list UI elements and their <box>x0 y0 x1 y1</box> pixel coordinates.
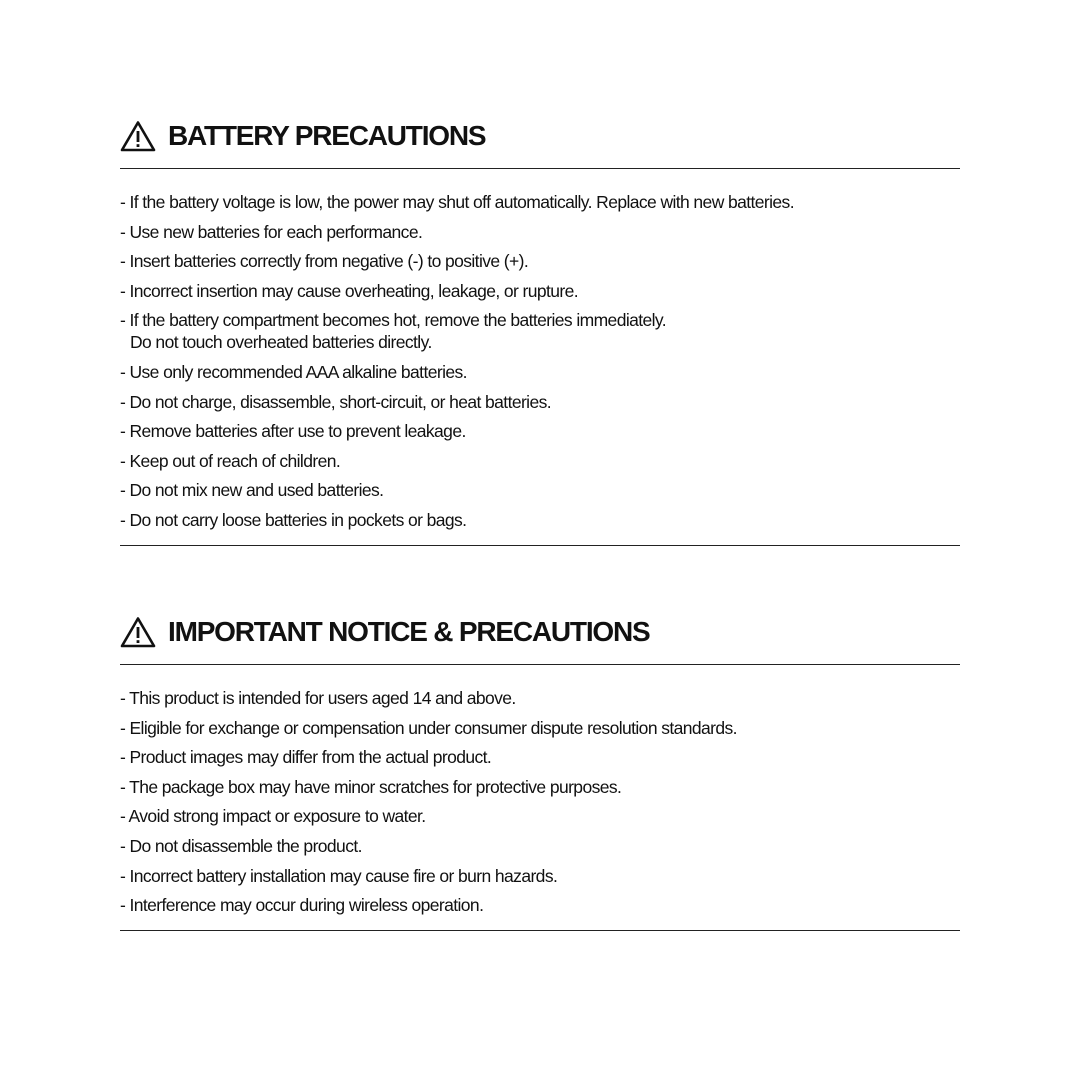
warning-triangle-icon <box>120 120 156 152</box>
list-item: - Remove batteries after use to prevent leakage. <box>120 421 466 442</box>
list-item: - Do not charge, disassemble, short-circuit, or heat batteries. <box>120 391 552 412</box>
list-item: - Do not mix new and used batteries. <box>120 480 384 501</box>
list-item: - Incorrect insertion may cause overheating, leakage, or rupture. <box>120 280 579 301</box>
divider <box>120 545 960 546</box>
list-item-text: - If the battery compartment becomes hot, remove the batteries immediately. <box>120 310 667 331</box>
list-item: - Do not disassemble the product. <box>120 835 362 856</box>
list-item: - Keep out of reach of children. <box>120 450 341 471</box>
list-item: - Product images may differ from the actual product. <box>120 747 492 768</box>
list-item: - The package box may have minor scratches for protective purposes. <box>120 776 622 797</box>
notice-list <box>120 665 960 916</box>
list-item <box>120 309 960 353</box>
precaution-list <box>120 169 960 531</box>
divider <box>120 930 960 931</box>
section-heading <box>120 610 960 654</box>
list-item: - Eligible for exchange or compensation under consumer dispute resolution standards. <box>120 717 737 738</box>
list-item: - This product is intended for users aged 14 and above. <box>120 688 516 708</box>
list-item: - If the battery voltage is low, the power may shut off automatically. Replace with new batteries. <box>120 192 794 212</box>
list-item: - Insert batteries correctly from negative (-) to positive (+). <box>120 251 529 272</box>
warning-triangle-icon <box>120 616 156 648</box>
list-item: - Use new batteries for each performance. <box>120 221 423 242</box>
section-heading <box>120 114 960 158</box>
list-item: - Do not carry loose batteries in pockets or bags. <box>120 509 467 530</box>
battery-precautions-section <box>120 114 960 546</box>
list-item-continuation: Do not touch overheated batteries directly. <box>130 332 432 353</box>
section-title: IMPORTANT NOTICE & PRECAUTIONS <box>168 616 650 647</box>
list-item: - Use only recommended AAA alkaline batteries. <box>120 361 467 382</box>
section-title: BATTERY PRECAUTIONS <box>168 120 486 151</box>
list-item: - Interference may occur during wireless operation. <box>120 895 484 916</box>
list-item: - Avoid strong impact or exposure to water. <box>120 806 426 827</box>
important-notice-section <box>120 610 960 931</box>
list-item: - Incorrect battery installation may cause fire or burn hazards. <box>120 865 558 886</box>
